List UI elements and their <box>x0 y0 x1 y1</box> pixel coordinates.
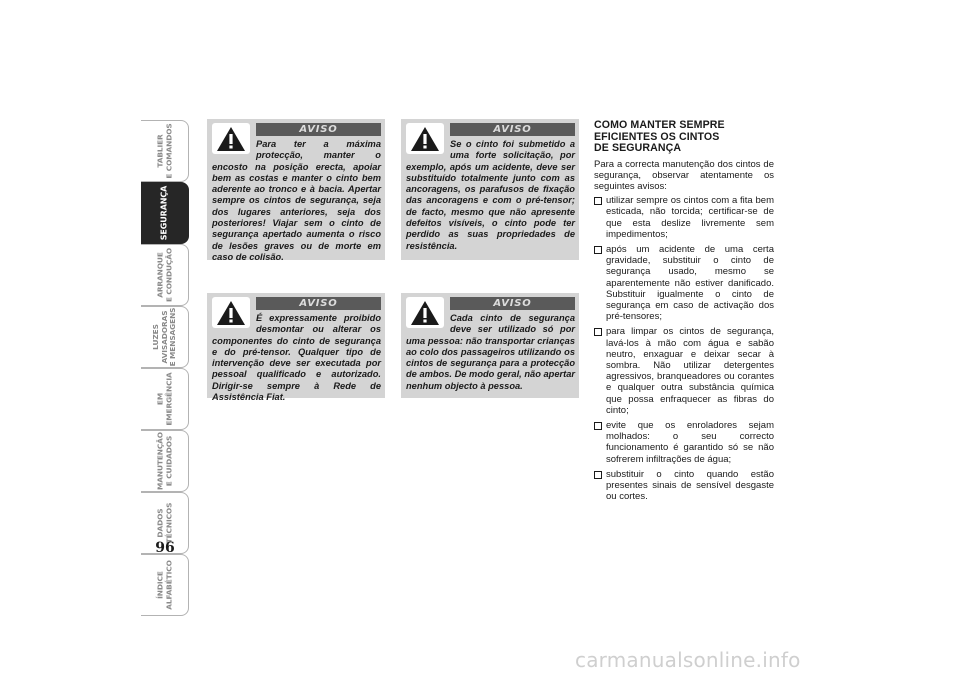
list-item-text: evite que os enroladores sejam molhados: o seu correcto funcionamento é garantido só se não sofrerem infiltrações de água; <box>606 419 774 465</box>
section-intro: Para a correcta manutenção dos cintos de segurança, observar atentamente os seguintes avisos: <box>594 158 774 192</box>
tab-arranque-conducao[interactable] <box>141 244 189 306</box>
tab-em-emergencia[interactable] <box>141 368 189 430</box>
warning-text: É expressamente proibido desmontar ou alterar os componentes do cinto de segurança e do pré-tensor. Qualquer tipo de intervenção deve ser executada por pessoal qualificado e autorizado. Dirigir-se sempre à Rede de Assistência Fiat. <box>212 313 381 403</box>
warning-text: Cada cinto de segurança deve ser utilizado só por uma pessoa: não transportar crianças ao colo dos passageiros utilizando os cintos de segurança para a protecção de ambos. De modo geral, não apertar nenhum objecto à pessoa. <box>406 313 575 391</box>
checkbox-bullet-icon <box>594 246 602 254</box>
section-title <box>594 120 774 155</box>
warning-header: AVISO <box>450 297 575 310</box>
tab-label: ÍNDICE ALFABÉTICO <box>154 560 173 610</box>
tab-label: EM EMERGÊNCIA <box>154 372 173 426</box>
checkbox-bullet-icon <box>594 197 602 205</box>
checkbox-bullet-icon <box>594 328 602 336</box>
tab-luzes-avisadoras[interactable] <box>141 306 189 368</box>
warning-text: Se o cinto foi submetido a uma forte solicitação, por exemplo, após um acidente, deve ser substituído totalmente junto com as ancoragens, os parafusos de fixação das ancoragens e com o pré-tensor; de facto, mesmo que não apresente defeitos visíveis, o cinto pode ter perdido as suas propriedades de resistência. <box>406 139 575 251</box>
list-item <box>594 195 774 240</box>
tab-indice-alfabetico[interactable] <box>141 554 189 616</box>
bullet-list <box>594 195 774 502</box>
warning-triangle-icon <box>212 297 250 328</box>
tab-tablier-comandos[interactable] <box>141 120 189 182</box>
list-item <box>594 469 774 503</box>
list-item <box>594 326 774 416</box>
warning-header: AVISO <box>256 123 381 136</box>
warning-header: AVISO <box>256 297 381 310</box>
tab-label: ARRANQUE E CONDUÇÃO <box>154 247 173 303</box>
list-item-text: após um acidente de uma certa gravidade, substituir o cinto de segurança usado, mesmo se aparentemente não estiver danificado. Substituir igualmente o cinto de segurança em caso de activação dos pré-tensores; <box>606 243 774 323</box>
list-item <box>594 420 774 465</box>
tab-label: LUZES AVISADORAS E MENSAGENS <box>150 307 177 367</box>
tab-label: TABLIER E COMANDOS <box>154 123 173 179</box>
watermark: carmanualsonline.info <box>575 648 801 672</box>
warning-text: Para ter a máxima protecção, manter o encosto na posição erecta, apoiar bem as costas e manter o cinto bem aderente ao tronco e à bacia. Apertar sempre os cintos de segurança, seja dos lugares anteriores, seja dos posteriores! Viajar sem o cinto de segurança apertado aumenta o risco de lesões graves ou de morte em caso de colisão. <box>212 139 381 262</box>
page-number: 96 <box>155 540 175 556</box>
section-title-line: COMO MANTER SEMPRE <box>594 119 725 131</box>
warning-box-4 <box>401 293 579 398</box>
list-item-text: substituir o cinto quando estão presentes sinais de sensível desgaste ou cortes. <box>606 468 774 503</box>
warning-triangle-icon <box>406 297 444 328</box>
tab-label: SEGURANÇA <box>159 185 169 241</box>
maintenance-section <box>594 120 774 506</box>
checkbox-bullet-icon <box>594 471 602 479</box>
section-title-line: EFICIENTES OS CINTOS <box>594 130 720 143</box>
warning-box-1 <box>207 119 385 260</box>
warning-header: AVISO <box>450 123 575 136</box>
section-title-line: DE SEGURANÇA <box>594 142 682 154</box>
warning-triangle-icon <box>406 123 444 154</box>
tab-label: DADOS TÉCNICOS <box>154 502 173 544</box>
list-item-text: utilizar sempre os cintos com a fita bem esticada, não torcida; certificar-se de que esta deslize livremente sem impedimentos; <box>606 195 774 240</box>
tab-seguranca[interactable] <box>141 182 189 244</box>
checkbox-bullet-icon <box>594 422 602 430</box>
list-item <box>594 244 774 322</box>
warning-box-3 <box>207 293 385 403</box>
list-item-text: para limpar os cintos de segurança, lavá-los à mão com água e sabão neutro, enxaguar e deixar secar à sombra. Não utilizar detergentes agressivos, branqueadores ou corantes e qualquer outra substância química que possa enfraquecer as fibras do cinto; <box>606 326 774 416</box>
tab-manutencao-cuidados[interactable] <box>141 430 189 492</box>
warning-box-2 <box>401 119 579 260</box>
warning-triangle-icon <box>212 123 250 154</box>
tab-label: MANUTENÇÃO E CUIDADOS <box>154 432 173 490</box>
